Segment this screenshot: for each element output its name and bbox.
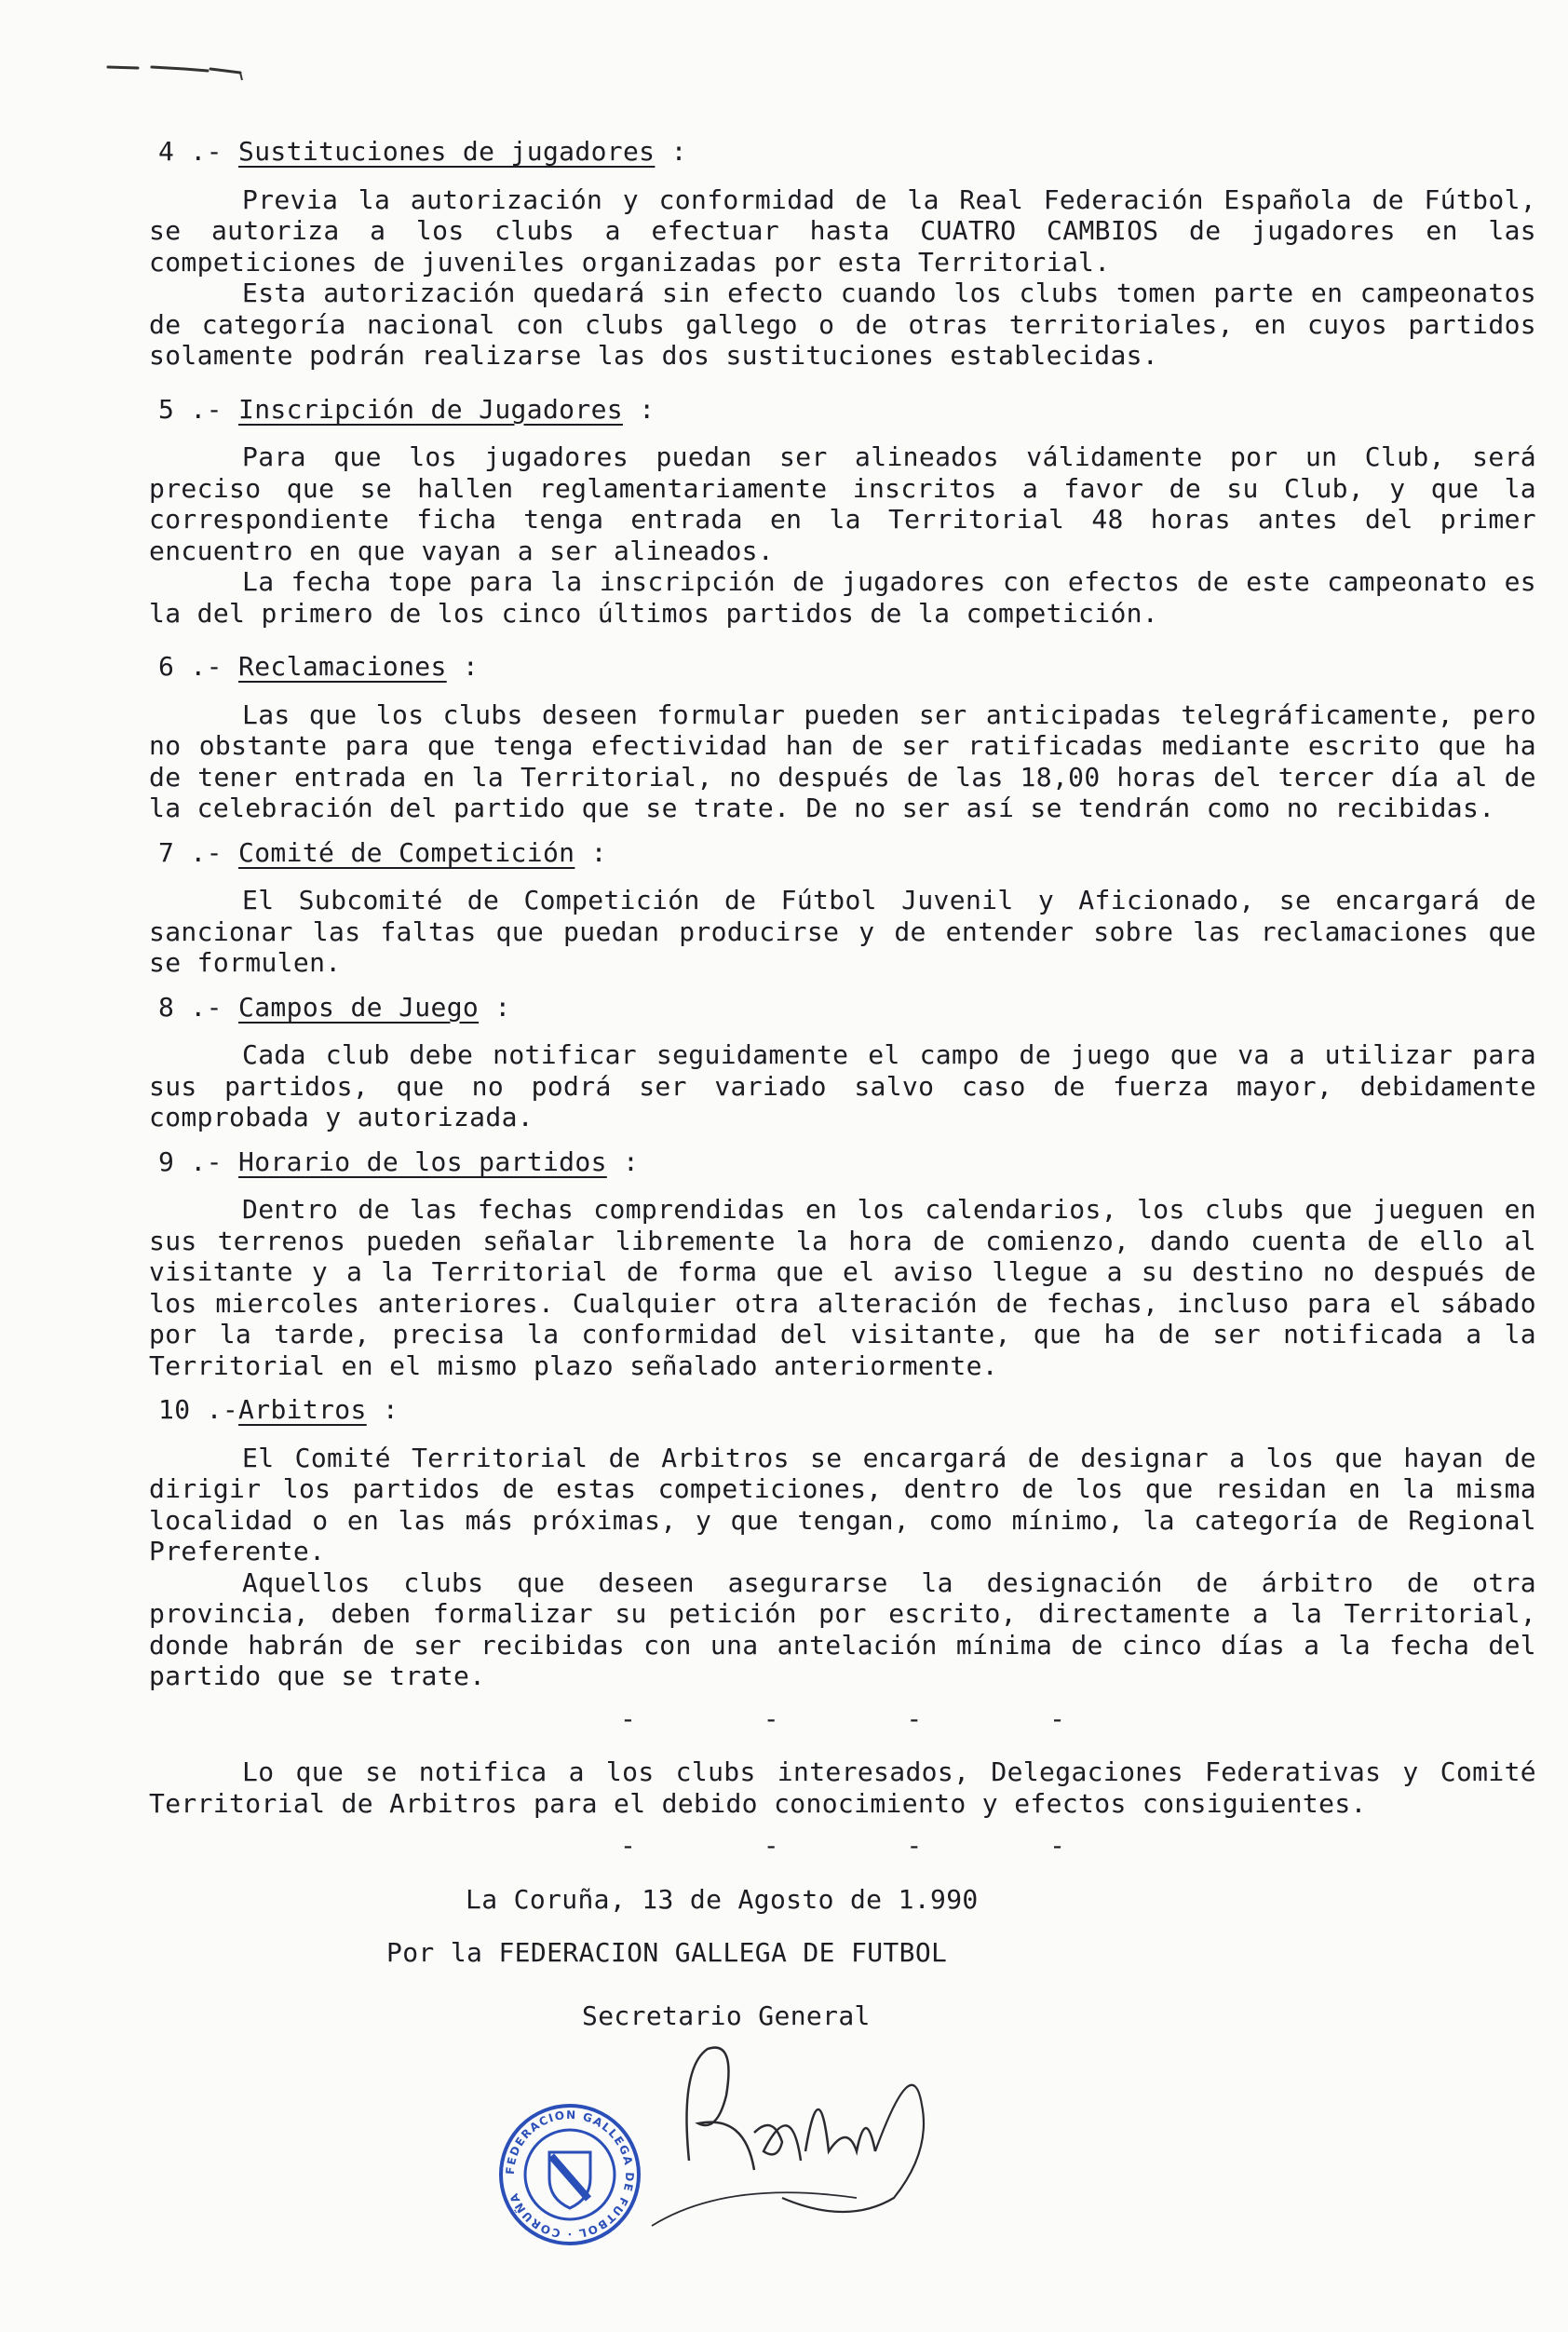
paragraph: Para que los jugadores puedan ser alineados válidamente por un Club, será preciso que se hallen reglamentariamente inscritos a favor de su Club, y que la correspondiente ficha tenga entrada en la Territorial 48 horas antes del primer encuentro en que vayan a ser alineados. xyxy=(149,441,1536,566)
document-body xyxy=(149,123,1536,2031)
section-8 xyxy=(149,992,1536,1133)
paragraph: Dentro de las fechas comprendidas en los calendarios, los clubs que jueguen en sus terrenos pueden señalar libremente la hora de comienzo, dando cuenta de ello al visitante y a la Territorial de forma que el aviso llegue a su destino no después de los miercoles anteriores. Cualquier otra alteración de fechas, incluso para el sábado por la tarde, precisa la conformidad del visitante, que ha de ser notificada a la Territorial en el mismo plazo señalado anteriormente. xyxy=(149,1194,1536,1381)
signatory-title: Secretario General xyxy=(582,2000,871,2031)
section-heading: 8 .- Campos de Juego : xyxy=(158,991,511,1023)
paragraph: Esta autorización quedará sin efecto cuando los clubs tomen parte en campeonatos de categoría nacional con clubs gallego o de otras territoriales, en cuyos partidos solamente podrán realizarse las dos sustituciones establecidas. xyxy=(149,278,1536,371)
section-5 xyxy=(149,394,1536,630)
paragraph: Cada club debe notificar seguidamente el campo de juego que va a utilizar para sus partidos, que no podrá ser variado salvo caso de fuerza mayor, debidamente comprobada y autorizada. xyxy=(149,1039,1536,1132)
separator: - - - - xyxy=(619,1702,1121,1734)
section-heading: 7 .- Comité de Competición : xyxy=(158,836,607,868)
section-6 xyxy=(149,651,1536,824)
organization: Por la FEDERACION GALLEGA DE FUTBOL xyxy=(386,1937,948,1968)
paragraph: El Subcomité de Competición de Fútbol Juvenil y Aficionado, se encargará de sancionar las faltas que puedan producirse y de entender sobre las reclamaciones que se formulen. xyxy=(149,885,1536,978)
section-heading: 9 .- Horario de los partidos : xyxy=(158,1146,640,1177)
place-date: La Coruña, 13 de Agosto de 1.990 xyxy=(466,1883,979,1915)
handwritten-signature xyxy=(615,2012,987,2235)
pen-mark xyxy=(101,56,250,84)
paragraph: Las que los clubs deseen formular pueden ser anticipadas telegráficamente, pero no obstante para que tenga efectividad han de ser ratificadas mediante escrito que ha de tener entrada en la Territorial, no después de las 18,00 horas del tercer día al de la celebración del partido que se trate. De no ser así se tendrán como no recibidas. xyxy=(149,698,1536,823)
paragraph: Aquellos clubs que deseen asegurarse la designación de árbitro de otra provincia, deben formalizar su petición por escrito, directamente a la Territorial, donde habrán de ser recibidas con una antelación mínima de cinco días a la fecha del partido que se trate. xyxy=(149,1566,1536,1691)
section-10 xyxy=(149,1394,1536,1692)
section-heading: 4 .- Sustituciones de jugadores : xyxy=(158,136,687,167)
svg-text:FEDERACION GALLEGA DE FUTBOL ·: FEDERACION GALLEGA DE FUTBOL · CORUÑA xyxy=(503,2108,637,2242)
section-heading: 10 .-Arbitros : xyxy=(158,1394,399,1425)
section-heading: 6 .- Reclamaciones : xyxy=(158,651,480,682)
separator: - - - - xyxy=(619,1830,1121,1861)
section-9 xyxy=(149,1146,1536,1382)
paragraph: El Comité Territorial de Arbitros se encargará de designar a los que hayan de dirigir los partidos de estas competiciones, dentro de los que residan en la misma localidad o en las más próximas, y que tengan, como mínimo, la categoría de Regional Preferente. xyxy=(149,1442,1536,1566)
section-4 xyxy=(149,136,1536,372)
section-7 xyxy=(149,837,1536,979)
paragraph: Previa la autorización y conformidad de la Real Federación Española de Fútbol, se autoriza a los clubs a efectuar hasta CUATRO CAMBIOS de jugadores en las competiciones de juveniles organizadas por esta Territorial. xyxy=(149,183,1536,278)
closing-paragraph: Lo que se notifica a los clubs interesados, Delegaciones Federativas y Comité Territorial de Arbitros para el debido conocimiento y efectos consiguientes. xyxy=(149,1756,1536,1819)
section-heading: 5 .- Inscripción de Jugadores : xyxy=(158,393,656,425)
paragraph: La fecha tope para la inscripción de jugadores con efectos de este campeonato es la del primero de los cinco últimos partidos de la competición. xyxy=(149,566,1536,629)
